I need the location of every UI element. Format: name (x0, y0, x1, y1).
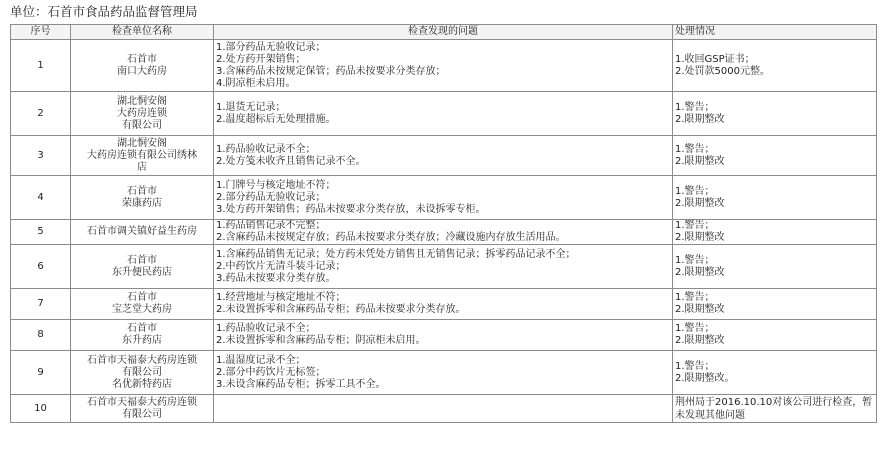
unit-name-line: 东升药店 (122, 335, 162, 346)
action-cell (673, 245, 877, 289)
issue-cell (214, 351, 673, 395)
unit-name-line: 有限公司 (122, 408, 162, 420)
action-line: 2.限期整改 (675, 304, 725, 315)
unit-name-line: 名优新特药店 (112, 378, 172, 390)
column-header-unit-name: 检查单位名称 (71, 25, 214, 40)
unit-name-line: 有限公司 (122, 366, 162, 378)
action-line: 2.限期整改 (675, 266, 725, 278)
row-number: 6 (11, 245, 71, 289)
unit-name-cell (71, 289, 214, 320)
issue-line: 3.含麻药品未按规定保管；药品未按要求分类存放； (216, 65, 446, 77)
action-line: 1.警告； (675, 360, 715, 372)
action-cell (673, 395, 877, 423)
issue-line: 1.部分药品无验收记录； (216, 41, 326, 53)
issue-line: 2.部分药品无验收记录； (216, 191, 326, 203)
table-row (11, 92, 877, 136)
issue-line: 2.部分中药饮片无标签； (216, 366, 326, 378)
action-line: 1.警告； (675, 185, 715, 197)
row-number: 1 (11, 40, 71, 92)
table-row (11, 40, 877, 92)
issue-cell (214, 220, 673, 245)
issue-cell (214, 245, 673, 289)
issue-line: 2.温度超标后无处理措施。 (216, 113, 336, 125)
unit-name-cell (71, 245, 214, 289)
action-cell (673, 220, 877, 245)
unit-name-cell (71, 220, 214, 245)
issue-cell (214, 40, 673, 92)
row-number: 10 (11, 395, 71, 423)
table-row (11, 176, 877, 220)
action-cell (673, 176, 877, 220)
table-row (11, 320, 877, 351)
action-line: 1.警告； (675, 292, 715, 303)
issue-line: 2.处方药开架销售； (216, 53, 306, 65)
unit-name-cell (71, 395, 214, 423)
action-line: 2.限期整改。 (675, 372, 735, 384)
issue-line: 1.药品销售记录不完整； (216, 220, 326, 231)
unit-name-line: 宝芝堂大药房 (112, 304, 172, 315)
action-cell (673, 320, 877, 351)
action-line: 2.限期整改 (675, 197, 725, 209)
unit-name-line: 大药房连锁有限公司绣林 (87, 149, 197, 161)
table-row (11, 136, 877, 176)
issue-line: 3.未设含麻药品专柜；拆零工具不全。 (216, 378, 386, 390)
issue-line: 2.处方笺未收齐且销售记录不全。 (216, 155, 366, 167)
action-cell (673, 92, 877, 136)
action-cell (673, 40, 877, 92)
action-line: 荆州局于2016.10.10对该公司进行检查，暂未发现其他问题 (675, 396, 873, 421)
column-header-actions: 处理情况 (673, 25, 877, 40)
issue-line: 2.中药饮片无清斗装斗记录； (216, 260, 346, 272)
unit-name-line: 石首市 (127, 254, 157, 266)
action-line: 1.收回GSP证书； (675, 53, 755, 65)
unit-name-line: 石首市天福泰大药房连锁 (87, 354, 197, 366)
issue-line: 2.含麻药品未按规定存放；药品未按要求分类存放；冷藏设施内存放生活用品。 (216, 232, 566, 243)
table-row (11, 289, 877, 320)
unit-name-line: 东升便民药店 (112, 266, 172, 278)
issue-line: 1.门牌号与核定地址不符； (216, 179, 336, 191)
row-number: 3 (11, 136, 71, 176)
column-header-number: 序号 (11, 25, 71, 40)
issue-cell (214, 289, 673, 320)
issue-cell (214, 92, 673, 136)
action-line: 2.限期整改 (675, 113, 725, 125)
inspection-table (10, 24, 877, 423)
unit-name-line: 店 (137, 161, 147, 173)
issue-cell (214, 136, 673, 176)
row-number: 8 (11, 320, 71, 351)
unit-name-cell (71, 320, 214, 351)
issue-line: 1.药品验收记录不全； (216, 143, 316, 155)
unit-name-line: 石首市 (127, 323, 157, 334)
table-row (11, 351, 877, 395)
table-body (11, 40, 877, 423)
unit-name-line: 石首市 (127, 53, 157, 65)
unit-name-cell (71, 136, 214, 176)
unit-name-line: 有限公司 (122, 119, 162, 131)
table-row (11, 395, 877, 423)
action-cell (673, 351, 877, 395)
issue-cell (214, 176, 673, 220)
unit-name-cell (71, 176, 214, 220)
action-line: 2.处罚款5000元整。 (675, 65, 770, 77)
issue-line: 3.药品未按要求分类存放。 (216, 272, 336, 284)
unit-name-line: 石首市调关镇好益生药房 (87, 226, 197, 237)
action-line: 1.警告； (675, 323, 715, 334)
issue-line: 2.未设置拆零和含麻药品专柜；药品未按要求分类存放。 (216, 304, 466, 315)
unit-name-cell (71, 92, 214, 136)
issue-line: 3.处方药开架销售；药品未按要求分类存放，未设拆零专柜。 (216, 203, 486, 215)
issue-line: 1.经营地址与核定地址不符； (216, 292, 346, 303)
issue-line: 2.未设置拆零和含麻药品专柜；阴凉柜未启用。 (216, 335, 426, 346)
unit-name-cell (71, 351, 214, 395)
row-number: 9 (11, 351, 71, 395)
issue-cell (214, 395, 673, 423)
action-cell (673, 289, 877, 320)
issue-line: 1.温湿度记录不全； (216, 354, 306, 366)
row-number: 7 (11, 289, 71, 320)
page-unit-title: 单位：石首市食品药品监督管理局 (10, 4, 198, 19)
unit-name-line: 湖北恫安阁 (117, 137, 167, 149)
row-number: 4 (11, 176, 71, 220)
table-row (11, 220, 877, 245)
unit-name-line: 荣康药店 (122, 197, 162, 209)
unit-name-line: 南口大药房 (117, 65, 167, 77)
unit-name-cell (71, 40, 214, 92)
issue-line: 1.药品验收记录不全； (216, 323, 316, 334)
action-line: 2.限期整改 (675, 335, 725, 346)
column-header-issues: 检查发现的问题 (214, 25, 673, 40)
unit-name-line: 石首市 (127, 292, 157, 303)
table-row (11, 245, 877, 289)
issue-line: 1.含麻药品销售无记录；处方药未凭处方销售且无销售记录；拆零药品记录不全； (216, 248, 576, 260)
issue-cell (214, 320, 673, 351)
issue-line: 1.退货无记录； (216, 101, 286, 113)
action-line: 1.警告； (675, 220, 715, 231)
row-number: 2 (11, 92, 71, 136)
row-number: 5 (11, 220, 71, 245)
issue-line: 4.阴凉柜未启用。 (216, 77, 296, 89)
action-line: 1.警告； (675, 143, 715, 155)
action-line: 1.警告； (675, 254, 715, 266)
unit-name-line: 石首市天福泰大药房连锁 (87, 396, 197, 408)
action-line: 2.限期整改 (675, 232, 725, 243)
action-line: 2.限期整改 (675, 155, 725, 167)
unit-name-line: 大药房连锁 (117, 107, 167, 119)
unit-name-line: 石首市 (127, 185, 157, 197)
table-header-row (11, 25, 877, 40)
action-cell (673, 136, 877, 176)
unit-name-line: 湖北恫安阁 (117, 95, 167, 107)
action-line: 1.警告； (675, 101, 715, 113)
